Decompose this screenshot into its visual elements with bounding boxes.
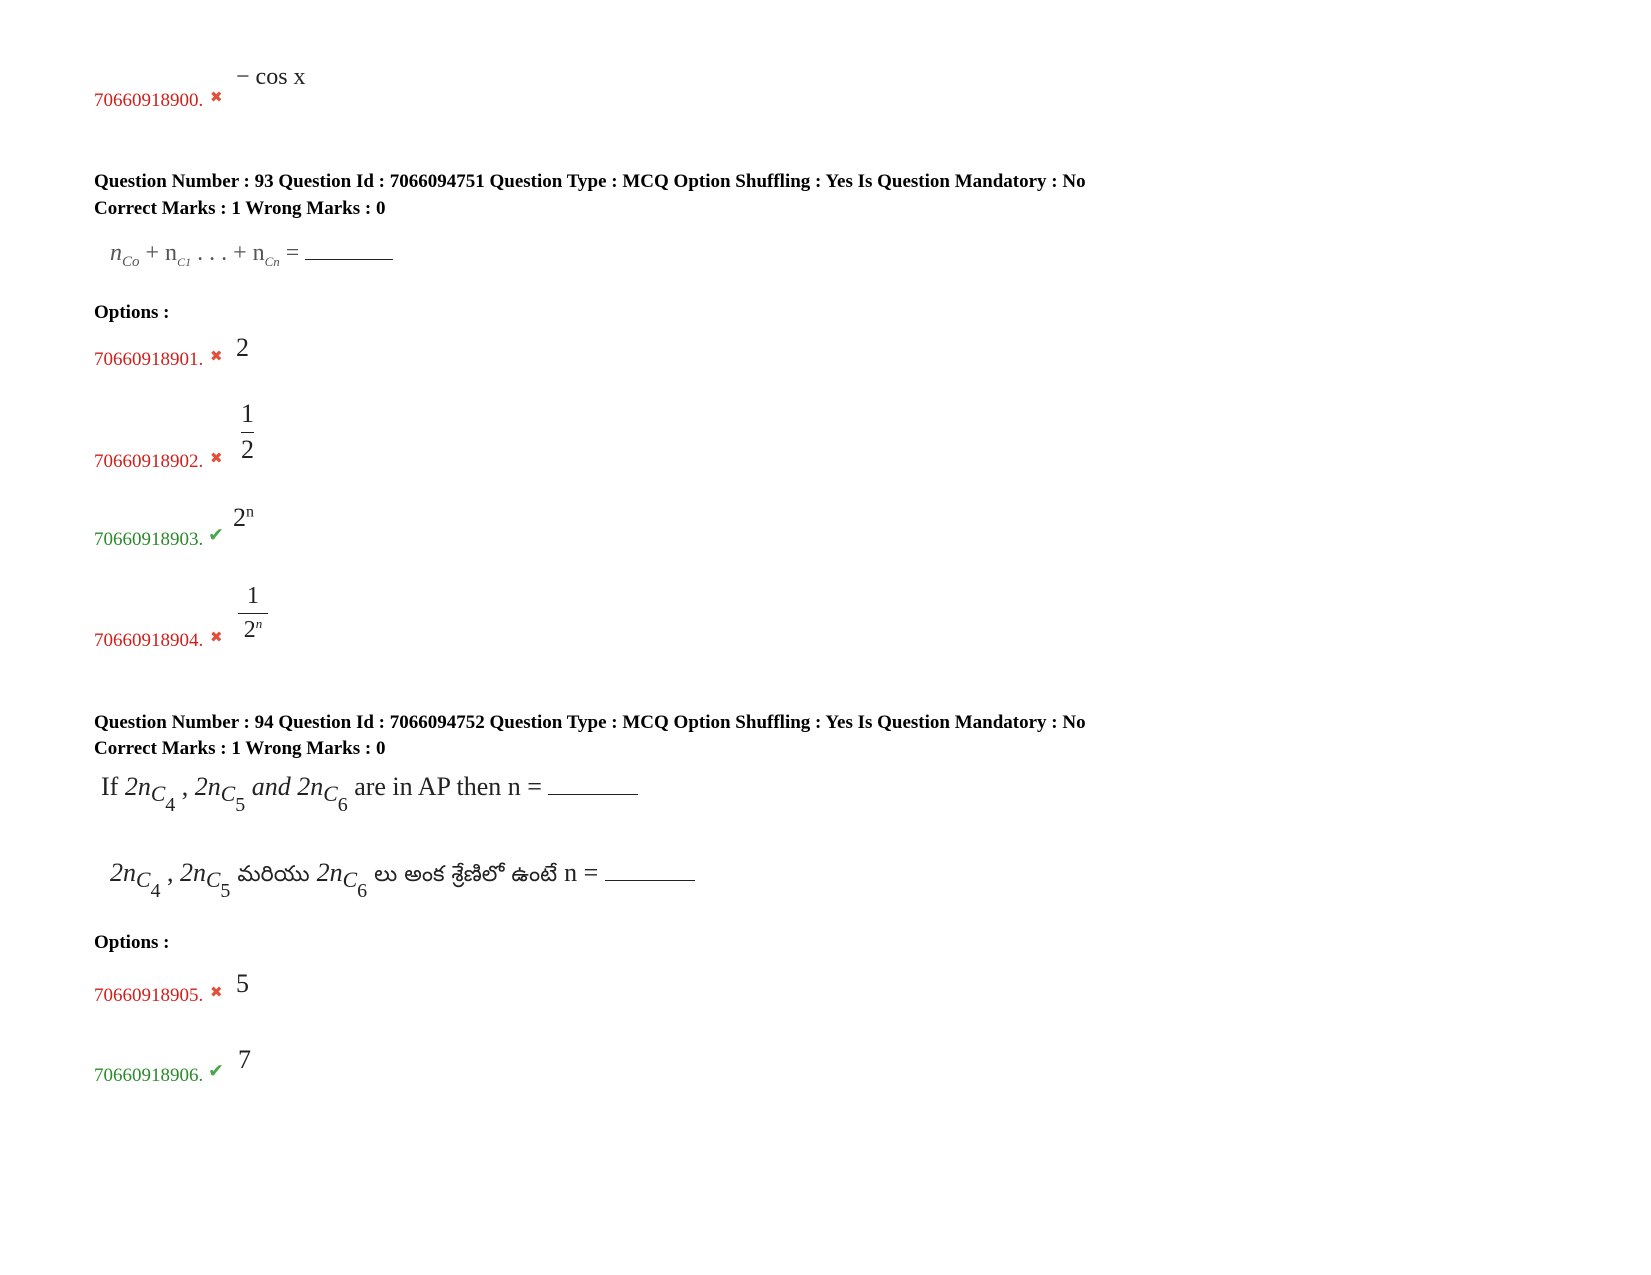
options-label: Options : [94, 932, 170, 953]
option-id: 70660918903. [94, 529, 204, 550]
option-id: 70660918904. [94, 630, 204, 651]
marks-line: Correct Marks : 1 Wrong Marks : 0 [94, 198, 386, 219]
question-header: Question Number : 94 Question Id : 7066094752 Question Type : MCQ Option Shuffling : Yes Is Question Mandatory : No [94, 712, 1086, 733]
answer-blank [548, 794, 638, 795]
cross-icon: ✖ [210, 628, 223, 646]
question-stem: $n_{Co} + n_{C1}$ . . . + $n_{Cn}$ = [110, 240, 393, 267]
option-content: 2$^n$ [233, 503, 254, 532]
check-icon: ✔ [208, 524, 224, 546]
option-content: 2 [236, 333, 249, 362]
answer-blank [605, 880, 695, 881]
answer-blank [305, 259, 393, 260]
option-id: 70660918900. [94, 90, 204, 111]
cross-icon: ✖ [210, 88, 223, 106]
option-content: 7 [238, 1045, 251, 1074]
option-id: 70660918901. [94, 349, 204, 370]
check-icon: ✔ [208, 1060, 224, 1082]
cross-icon: ✖ [210, 983, 223, 1001]
option-fraction: 1 2$^n$ [238, 584, 268, 642]
option-fraction: 1 2 [241, 399, 254, 464]
cross-icon: ✖ [210, 449, 223, 467]
option-id: 70660918905. [94, 985, 204, 1006]
option-content: − cos x [236, 64, 306, 90]
option-id: 70660918906. [94, 1065, 204, 1086]
option-content: 5 [236, 969, 249, 998]
question-stem-telugu: $2n_{C4}$ , $2n_{C5}$ మరియు $2n_{C6}$ లు అంక శ్రేణిలో ఉంటే n = [110, 858, 695, 892]
marks-line: Correct Marks : 1 Wrong Marks : 0 [94, 738, 386, 759]
question-stem-english: If $2n_{C4}$ , $2n_{C5}$ and $2n_{C6}$ are in AP then n = [101, 772, 638, 802]
question-header: Question Number : 93 Question Id : 7066094751 Question Type : MCQ Option Shuffling : Yes Is Question Mandatory : No [94, 171, 1086, 192]
cross-icon: ✖ [210, 347, 223, 365]
option-id: 70660918902. [94, 451, 204, 472]
options-label: Options : [94, 302, 170, 323]
